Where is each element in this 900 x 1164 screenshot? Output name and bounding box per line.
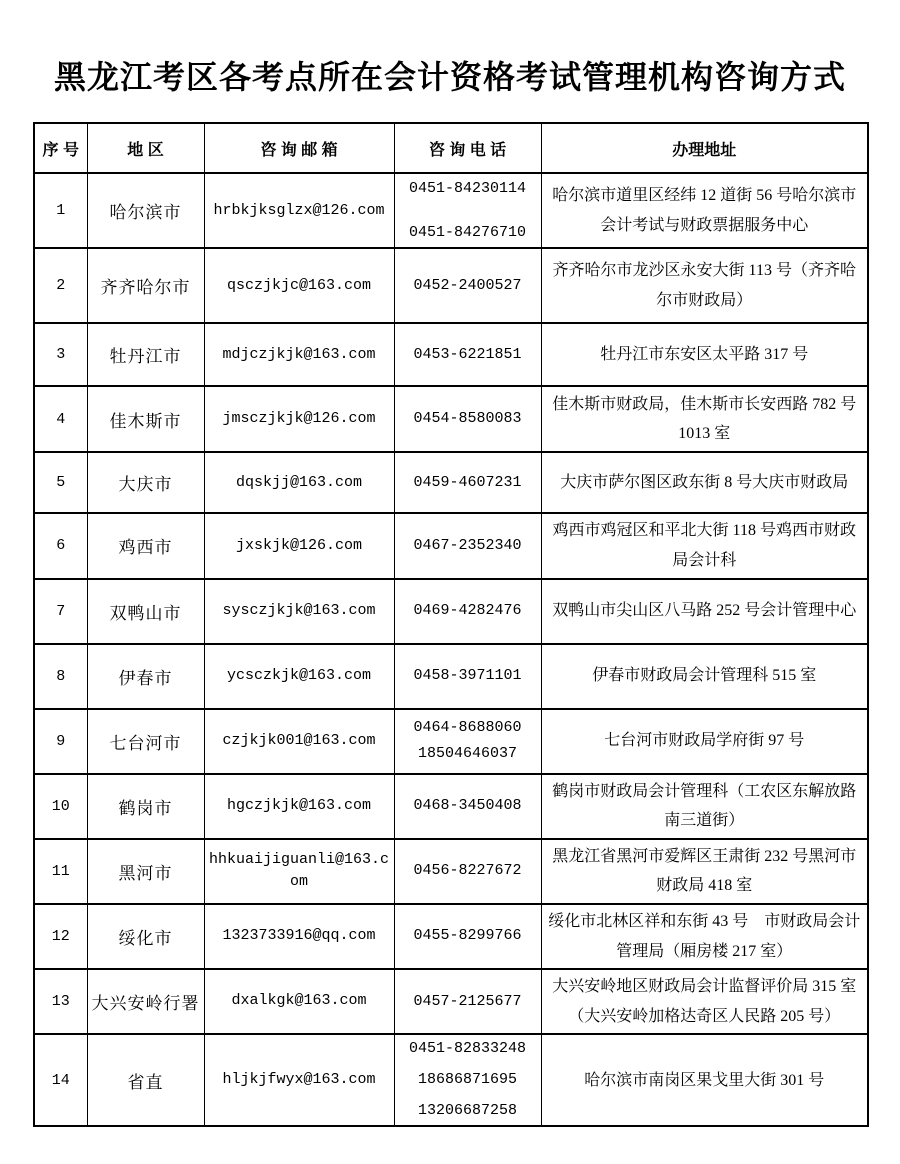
cell-email: czjkjk001@163.com: [204, 709, 394, 774]
cell-serial: 9: [34, 709, 87, 774]
cell-phone: [394, 579, 541, 644]
cell-serial: 5: [34, 452, 87, 513]
cell-serial: 3: [34, 323, 87, 386]
table-row: [34, 709, 868, 774]
phone-number: 18504646037: [417, 744, 518, 762]
cell-email: dqskjj@163.com: [204, 452, 394, 513]
phone-number: 0454-8580083: [413, 410, 522, 428]
cell-serial: 4: [34, 386, 87, 452]
col-header-email: 咨 询 邮 箱: [204, 123, 394, 173]
cell-region: 鸡西市: [87, 513, 204, 578]
cell-email: qsczjkjc@163.com: [204, 248, 394, 323]
cell-address: 鸡西市鸡冠区和平北大街 118 号鸡西市财政局会计科: [541, 513, 868, 578]
phone-number: 0464-8688060: [413, 719, 522, 737]
cell-serial: 11: [34, 839, 87, 904]
cell-email: mdjczjkjk@163.com: [204, 323, 394, 386]
cell-phone: [394, 709, 541, 774]
phone-number: 0457-2125677: [413, 992, 522, 1010]
cell-email: 1323733916@qq.com: [204, 904, 394, 969]
cell-email: hhkuaijiguanli@163.com: [204, 839, 394, 904]
cell-address: 牡丹江市东安区太平路 317 号: [541, 323, 868, 386]
cell-phone: [394, 1034, 541, 1126]
phone-number: 0451-82833248: [408, 1039, 527, 1057]
contact-table: [33, 122, 869, 1127]
phone-number: 0455-8299766: [413, 927, 522, 945]
phone-number: 0467-2352340: [413, 536, 522, 554]
phone-number: 0451-84276710: [408, 223, 527, 241]
phone-number: 13206687258: [417, 1102, 518, 1120]
cell-region: 牡丹江市: [87, 323, 204, 386]
cell-email: ycsczkjk@163.com: [204, 644, 394, 709]
cell-address: 伊春市财政局会计管理科 515 室: [541, 644, 868, 709]
cell-email: jmsczjkjk@126.com: [204, 386, 394, 452]
phone-number: 0456-8227672: [413, 862, 522, 880]
table-row: [34, 513, 868, 578]
cell-phone: [394, 173, 541, 248]
cell-address: 哈尔滨市道里区经纬 12 道街 56 号哈尔滨市会计考试与财政票据服务中心: [541, 173, 868, 248]
table-row: [34, 969, 868, 1034]
cell-address: 哈尔滨市南岗区果戈里大街 301 号: [541, 1034, 868, 1126]
table-row: [34, 452, 868, 513]
cell-email: hljkjfwyx@163.com: [204, 1034, 394, 1126]
table-row: [34, 386, 868, 452]
cell-region: 鹤岗市: [87, 774, 204, 839]
cell-email: jxskjk@126.com: [204, 513, 394, 578]
table-row: [34, 904, 868, 969]
cell-phone: [394, 969, 541, 1034]
phone-number: 0458-3971101: [413, 666, 522, 684]
cell-phone: [394, 644, 541, 709]
cell-address: 黑龙江省黑河市爱辉区王肃街 232 号黑河市财政局 418 室: [541, 839, 868, 904]
cell-phone: [394, 386, 541, 452]
phone-number: 0469-4282476: [413, 601, 522, 619]
cell-email: sysczjkjk@163.com: [204, 579, 394, 644]
header-row: [34, 123, 868, 173]
cell-address: 绥化市北林区祥和东街 43 号 市财政局会计管理局（厢房楼 217 室）: [541, 904, 868, 969]
table-row: [34, 323, 868, 386]
table-row: [34, 644, 868, 709]
cell-phone: [394, 513, 541, 578]
cell-email: hrbkjksglzx@126.com: [204, 173, 394, 248]
col-header-region: 地 区: [87, 123, 204, 173]
table-row: [34, 173, 868, 248]
cell-serial: 14: [34, 1034, 87, 1126]
table-row: [34, 248, 868, 323]
phone-number: 0459-4607231: [413, 473, 522, 491]
cell-region: 齐齐哈尔市: [87, 248, 204, 323]
cell-phone: [394, 774, 541, 839]
cell-address: 鹤岗市财政局会计管理科（工农区东解放路南三道街）: [541, 774, 868, 839]
cell-address: 大庆市萨尔图区政东街 8 号大庆市财政局: [541, 452, 868, 513]
phone-number: 0453-6221851: [413, 345, 522, 363]
cell-region: 大庆市: [87, 452, 204, 513]
col-header-phone: 咨 询 电 话: [394, 123, 541, 173]
cell-phone: [394, 839, 541, 904]
cell-region: 绥化市: [87, 904, 204, 969]
cell-address: 双鸭山市尖山区八马路 252 号会计管理中心: [541, 579, 868, 644]
cell-region: 伊春市: [87, 644, 204, 709]
cell-address: 佳木斯市财政局，佳木斯市长安西路 782 号 1013 室: [541, 386, 868, 452]
cell-serial: 2: [34, 248, 87, 323]
cell-address: 齐齐哈尔市龙沙区永安大街 113 号（齐齐哈尔市财政局）: [541, 248, 868, 323]
cell-serial: 12: [34, 904, 87, 969]
table-row: [34, 1034, 868, 1126]
cell-region: 哈尔滨市: [87, 173, 204, 248]
cell-region: 双鸭山市: [87, 579, 204, 644]
cell-phone: [394, 323, 541, 386]
phone-number: 0452-2400527: [413, 276, 522, 294]
cell-serial: 6: [34, 513, 87, 578]
cell-serial: 1: [34, 173, 87, 248]
phone-number: 0468-3450408: [413, 797, 522, 815]
cell-serial: 8: [34, 644, 87, 709]
table-row: [34, 579, 868, 644]
col-header-serial: 序 号: [34, 123, 87, 173]
phone-number: 18686871695: [417, 1071, 518, 1089]
cell-region: 大兴安岭行署: [87, 969, 204, 1034]
cell-region: 省直: [87, 1034, 204, 1126]
col-header-address: 办理地址: [541, 123, 868, 173]
cell-region: 黑河市: [87, 839, 204, 904]
cell-phone: [394, 904, 541, 969]
cell-address: 大兴安岭地区财政局会计监督评价局 315 室（大兴安岭加格达奇区人民路 205 号）: [541, 969, 868, 1034]
cell-region: 七台河市: [87, 709, 204, 774]
cell-region: 佳木斯市: [87, 386, 204, 452]
page-title: 黑龙江考区各考点所在会计资格考试管理机构咨询方式: [53, 59, 846, 95]
phone-number: 0451-84230114: [408, 179, 527, 197]
cell-serial: 10: [34, 774, 87, 839]
cell-email: hgczjkjk@163.com: [204, 774, 394, 839]
cell-serial: 7: [34, 579, 87, 644]
cell-email: dxalkgk@163.com: [204, 969, 394, 1034]
cell-address: 七台河市财政局学府街 97 号: [541, 709, 868, 774]
table-row: [34, 839, 868, 904]
cell-phone: [394, 452, 541, 513]
cell-serial: 13: [34, 969, 87, 1034]
cell-phone: [394, 248, 541, 323]
table-row: [34, 774, 868, 839]
